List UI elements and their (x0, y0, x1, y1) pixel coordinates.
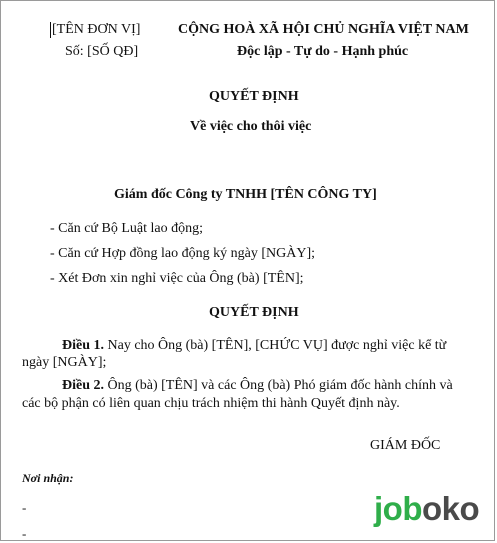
logo-part-oko: oko (421, 490, 480, 527)
document-subject: Về việc cho thôi việc (190, 119, 312, 134)
article-1-line-2: ngày [NGÀY]; (22, 355, 107, 370)
article-1-line-1 (62, 338, 446, 354)
basis-line-3: - Xét Đơn xin nghỉ việc của Ông (bà) [TÊN]; (50, 271, 304, 286)
article-2-label: Điều 2. (62, 378, 104, 393)
article-2-text: Ông (bà) [TÊN] và các Ông (bà) Phó giám đốc hành chính và (104, 378, 453, 393)
national-motto: Độc lập - Tự do - Hạnh phúc (237, 44, 409, 59)
basis-line-1: - Căn cứ Bộ Luật lao động; (50, 221, 204, 236)
decision-heading: QUYẾT ĐỊNH (209, 305, 299, 320)
basis-line-2: - Căn cứ Hợp đồng lao động ký ngày [NGÀY]; (50, 246, 316, 261)
decision-number: Số: [SỐ QĐ] (65, 44, 139, 59)
recipient-item: - (22, 526, 27, 541)
article-2-line-1 (62, 378, 453, 394)
article-1-label: Điều 1. (62, 338, 104, 353)
article-2-line-2: các bộ phận có liên quan chịu trách nhiệm thi hành Quyết định này. (22, 396, 400, 411)
recipients-label: Nơi nhận: (22, 471, 74, 485)
article-1-text: Nay cho Ông (bà) [TÊN], [CHỨC VỤ] được nghỉ việc kể từ (104, 338, 447, 353)
country-name: CỘNG HOÀ XÃ HỘI CHỦ NGHĨA VIỆT NAM (178, 22, 469, 37)
document-title: QUYẾT ĐỊNH (209, 89, 299, 104)
logo-part-job: job (374, 490, 422, 527)
recipient-item: - (22, 500, 27, 515)
unit-name: [TÊN ĐƠN VỊ] (52, 22, 141, 37)
issuing-authority: Giám đốc Công ty TNHH [TÊN CÔNG TY] (114, 187, 377, 202)
signature-title: GIÁM ĐỐC (370, 438, 441, 453)
joboko-logo (374, 491, 479, 527)
